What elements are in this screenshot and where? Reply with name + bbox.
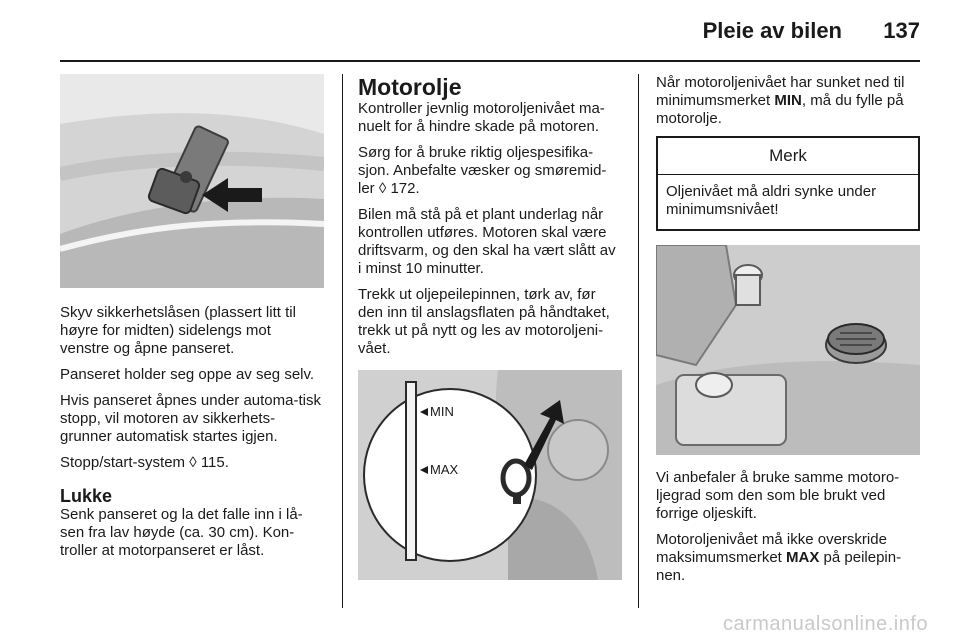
motorolje-heading: Motorolje xyxy=(358,74,462,100)
paragraph-same-grade: Vi anbefaler å bruke samme motoro-ljegrad som den som ble brukt ved forrige oljeskift. xyxy=(656,469,900,522)
note-box xyxy=(656,136,920,231)
reference-icon: ◊ xyxy=(378,180,387,197)
page-number: 137 xyxy=(883,18,920,43)
paragraph-start-stop-ref: Stopp/start-system ◊ 115. xyxy=(60,454,229,471)
column-divider-1 xyxy=(342,74,343,608)
max-label: MAX xyxy=(430,462,459,477)
dipstick-drawing xyxy=(358,370,622,580)
paragraph-refill: Når motoroljenivået har sunket ned til minimumsmerket MIN, må du fylle på motorolje. xyxy=(656,74,905,127)
paragraph-autostop: Hvis panseret åpnes under automa-tisk stopp, vil motoren av sikkerhets-grunner automatisk startes igjen. xyxy=(60,392,321,445)
column-2 xyxy=(358,74,622,580)
page-section-title: Pleie av bilen xyxy=(702,18,842,43)
paragraph-check-oil: Kontroller jevnlig motoroljenivået ma-nuelt for å hindre skade på motoren. xyxy=(358,100,605,135)
paragraph-level-ground: Bilen må stå på et plant underlag når kontrollen utføres. Motoren skal være driftsvarm, og den skal ha vært slått av i minst 10 minutter. xyxy=(358,206,616,277)
engine-bay-illustration xyxy=(656,245,920,455)
lukke-heading: Lukke xyxy=(60,486,113,506)
reference-icon: ◊ xyxy=(189,454,197,471)
paragraph-oil-spec: Sørg for å bruke riktig oljespesifika-sjon. Anbefalte væsker og smøremid-ler ◊ 172. xyxy=(358,144,607,197)
note-title: Merk xyxy=(658,138,918,175)
paragraph-close-hood: Senk panseret og la det falle inn i lå-sen fra lav høyde (ca. 30 cm). Kon-troller at motorpanseret er låst. xyxy=(60,506,303,559)
min-label: MIN xyxy=(430,404,454,419)
hood-latch-illustration xyxy=(60,74,324,288)
paragraph-open-latch: Skyv sikkerhetslåsen (plassert litt til høyre for midten) sidelengs mot venstre og åpne panseret. xyxy=(60,304,296,357)
header-rule xyxy=(60,60,920,62)
watermark: carmanualsonline.info xyxy=(722,613,928,635)
paragraph-hood-stays: Panseret holder seg oppe av seg selv. xyxy=(60,366,315,383)
dipstick-illustration xyxy=(358,370,622,580)
column-3 xyxy=(656,74,920,593)
note-text: Oljenivået må aldri synke under minimumsnivået! xyxy=(666,183,877,218)
paragraph-max-warning: Motoroljenivået må ikke overskride maksimumsmerket MAX på peilepin-nen. xyxy=(656,531,902,584)
min-mark: MIN xyxy=(774,92,802,109)
column-1 xyxy=(60,74,324,568)
paragraph-dipstick: Trekk ut oljepeilepinnen, tørk av, før den inn til anslagsflaten på håndtaket, trekk ut på nytt og les av motoroljeni-vået. xyxy=(358,286,610,357)
column-divider-2 xyxy=(638,74,639,608)
max-mark: MAX xyxy=(786,549,820,566)
